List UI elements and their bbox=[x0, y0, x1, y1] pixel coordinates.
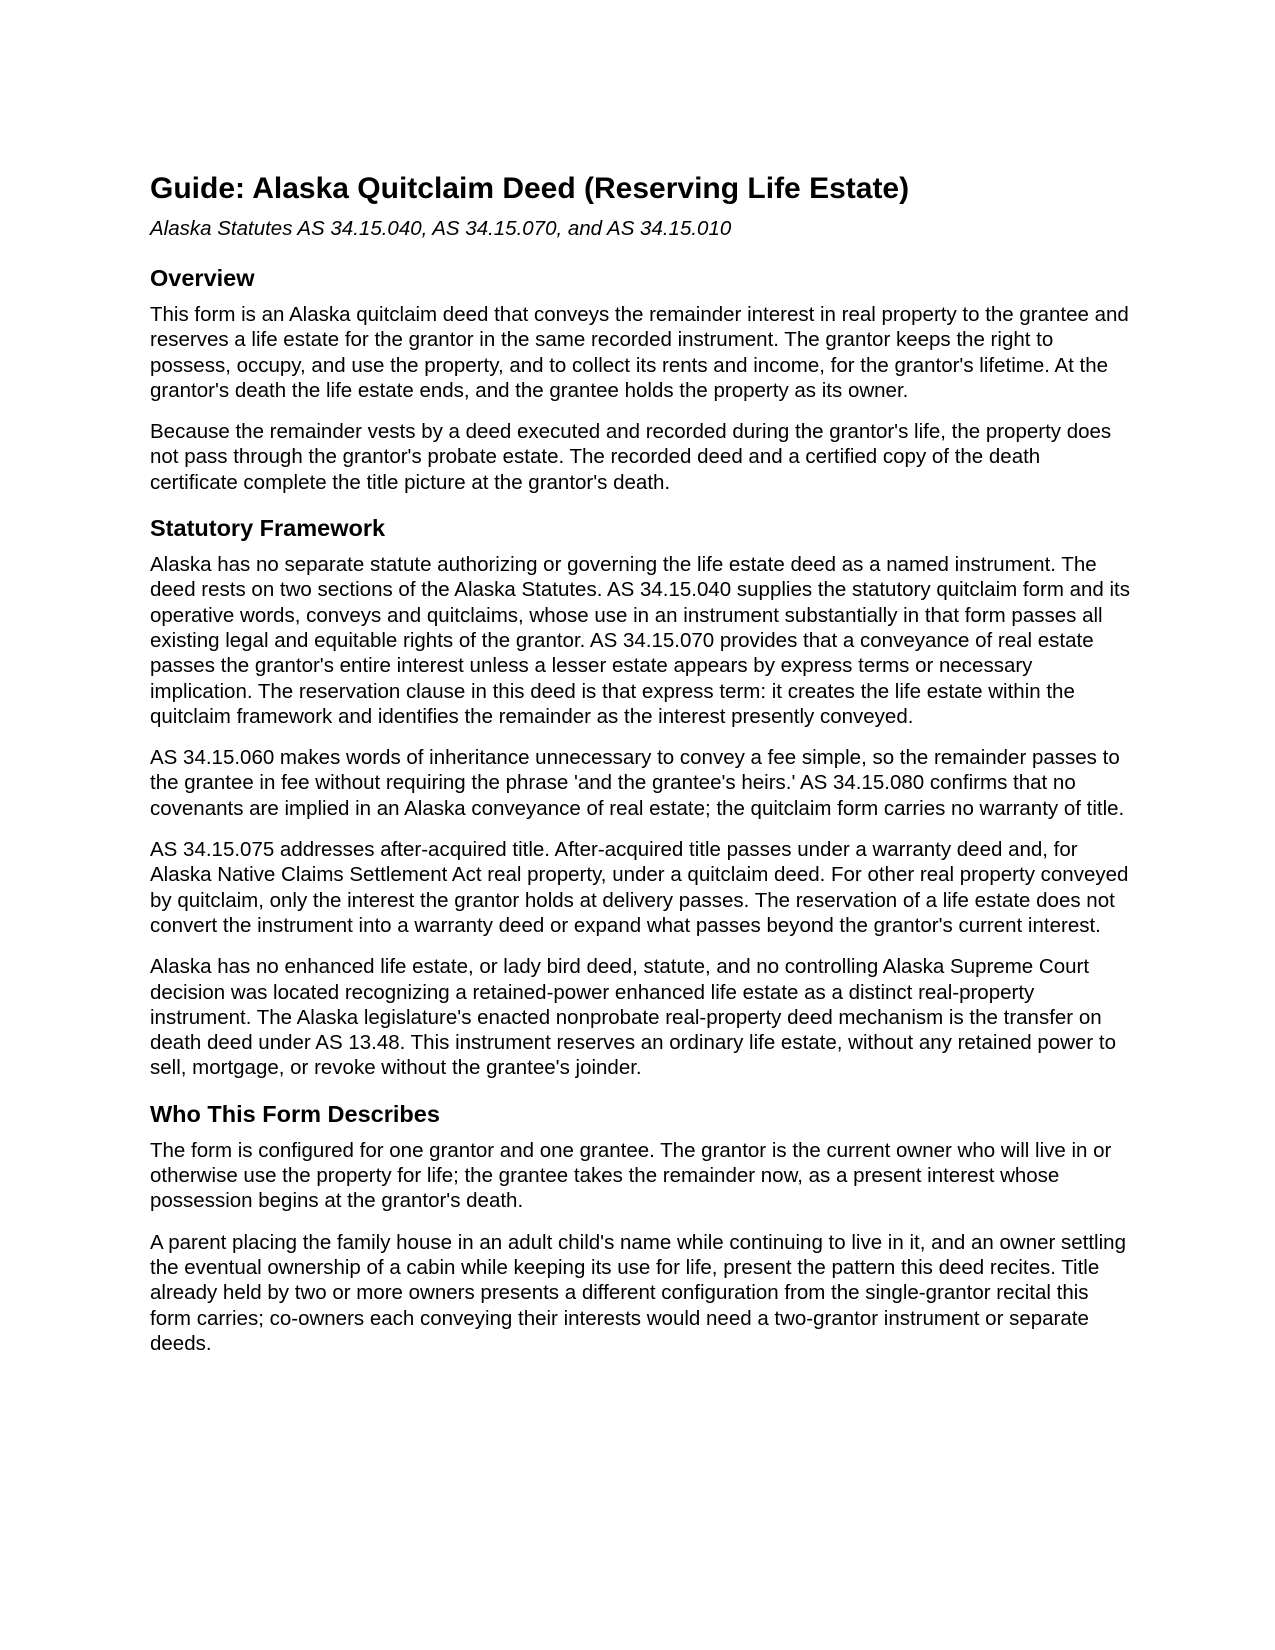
document-title: Guide: Alaska Quitclaim Deed (Reserving Life Estate) bbox=[150, 172, 910, 205]
paragraph: AS 34.15.060 makes words of inheritance unnecessary to convey a fee simple, so the remainder passes to the grantee in fee without requiring the phrase 'and the grantee's heirs.' AS 34.15.080 confirms that no covenants are implied in an Alaska conveyance of real estate; the quitclaim form carries no warranty of title. bbox=[150, 746, 1125, 820]
section-who-this-form-describes bbox=[150, 1100, 1130, 1356]
document-page bbox=[150, 172, 1130, 1372]
paragraph: Alaska has no separate statute authorizing or governing the life estate deed as a named instrument. The deed rests on two sections of the Alaska Statutes. AS 34.15.040 supplies the statutory quitclaim form and its operative words, conveys and quitclaims, whose use in an instrument substantially in that form passes all existing legal and equitable rights of the grantor. AS 34.15.070 provides that a conveyance of real estate passes the grantor's entire interest unless a lesser estate appears by express terms or necessary implication. The reservation clause in this deed is that express term: it creates the life estate within the quitclaim framework and identifies the remainder as the interest presently conveyed. bbox=[150, 553, 1130, 728]
section-heading-statutory-framework: Statutory Framework bbox=[150, 515, 386, 542]
section-heading-overview: Overview bbox=[150, 265, 255, 291]
paragraph: A parent placing the family house in an adult child's name while continuing to live in it, and an owner settling the eventual ownership of a cabin while keeping its use for life, present the pattern this deed recites. Title already held by two or more owners presents a different configuration from the single-grantor recital this form carries; co-owners each conveying their interests would need a two-grantor instrument or separate deeds. bbox=[150, 1230, 1126, 1355]
section-overview bbox=[150, 264, 1130, 495]
section-heading-who-this-form-describes: Who This Form Describes bbox=[150, 1100, 440, 1127]
paragraph: Because the remainder vests by a deed executed and recorded during the grantor's life, the property does not pass through the grantor's probate estate. The recorded deed and a certified copy of the death certificate complete the title picture at the grantor's death. bbox=[150, 420, 1112, 494]
paragraph: AS 34.15.075 addresses after-acquired title. After-acquired title passes under a warranty deed and, for Alaska Native Claims Settlement Act real property, under a quitclaim deed. For other real property conveyed by quitclaim, only the interest the grantor holds at delivery passes. The reservation of a life estate does not convert the instrument into a warranty deed or expand what passes beyond the grantor's current interest. bbox=[150, 838, 1129, 937]
document-subtitle: Alaska Statutes AS 34.15.040, AS 34.15.070, and AS 34.15.010 bbox=[150, 217, 732, 240]
paragraph: The form is configured for one grantor and one grantee. The grantor is the current owner who will live in or otherwise use the property for life; the grantee takes the remainder now, as a present interest whose possession begins at the grantor's death. bbox=[150, 1138, 1112, 1213]
paragraph: Alaska has no enhanced life estate, or lady bird deed, statute, and no controlling Alaska Supreme Court decision was located recognizing a retained-power enhanced life estate as a distinct real-property instrument. The Alaska legislature's enacted nonprobate real-property deed mechanism is the transfer on death deed under AS 13.48. This instrument reserves an ordinary life estate, without any retained power to sell, mortgage, or revoke without the grantee's joinder. bbox=[150, 955, 1116, 1080]
section-statutory-framework bbox=[150, 514, 1130, 1081]
paragraph: This form is an Alaska quitclaim deed that conveys the remainder interest in real property to the grantee and reserves a life estate for the grantor in the same recorded instrument. The grantor keeps the right to possess, occupy, and use the property, and to collect its rents and income, for the grantor's lifetime. At the grantor's death the life estate ends, and the grantee holds the property as its owner. bbox=[150, 303, 1129, 402]
